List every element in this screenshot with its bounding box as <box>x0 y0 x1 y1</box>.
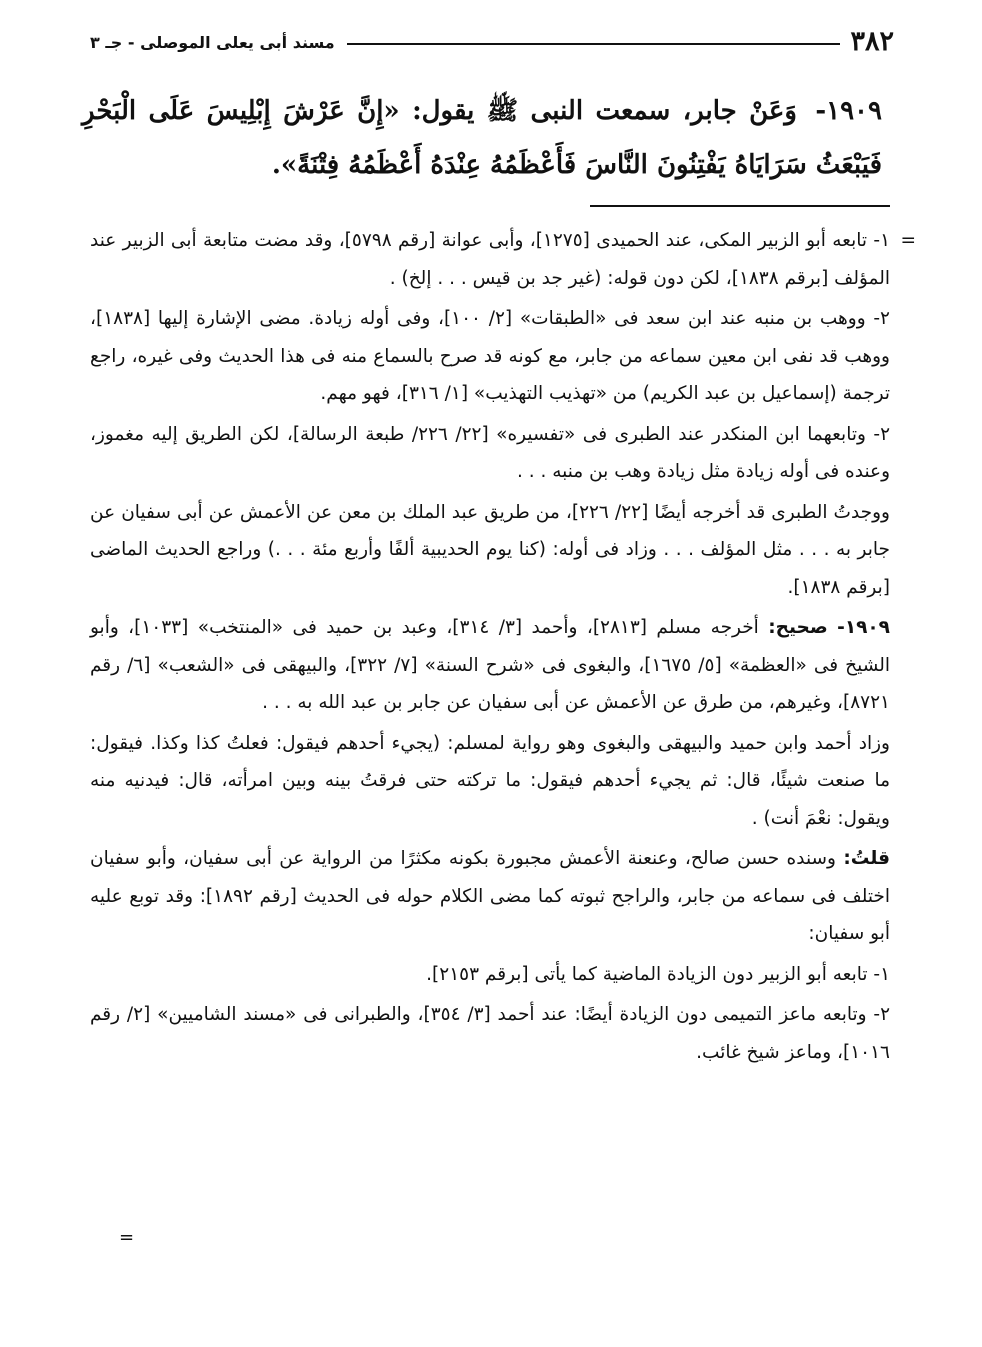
footnote-paragraph-8 <box>90 956 890 994</box>
hadith-body: وَعَنْ جابر، سمعت النبى ﷺ يقول: «إِنَّ عَرْشَ إِبْلِيسَ عَلَى الْبَحْرِ فَيَبْعَثُ سَرَايَاهُ يَفْتِنُونَ النَّاسَ فَأَعْظَمُهُ عِنْدَهُ أَعْظَمُهُ فِتْنَةً». <box>82 96 882 180</box>
footnote-text: أخرجه مسلم [٢٨١٣]، وأحمد [٣/ ٣١٤]، وعبد بن حميد فى «المنتخب» [١٠٣٣]، وأبو الشيخ فى «العظمة» [٥/ ١٦٧٥]، والبغوى فى «شرح السنة» [٧/ ٣٢٢]، والبيهقى فى «الشعب» [٦/ رقم ٨٧٢١]، وغيرهم، من طرق عن الأعمش عن أبى سفيان عن جابر بن عبد الله به . . . <box>90 617 890 713</box>
footnote-text: ١- تابعه أبو الزبير دون الزيادة الماضية كما يأتى [برقم ٢١٥٣]. <box>426 963 890 985</box>
continuation-mark: = <box>900 230 916 251</box>
footnote-text: ٢- ووهب بن منبه عند ابن سعد فى «الطبقات» [٢/ ١٠٠]، وفى أوله زيادة. مضى الإشارة إليها [١٨٣٨]، ووهب قد نفى ابن معين سماعه من جابر، مع كونه قد صرح بالسماع منه فى هذا الحديث وفى غيره، راجع ترجمة (إسماعيل بن عبد الكريم) من «تهذيب التهذيب» [١/ ٣١٦]، فهو مهم. <box>90 308 890 404</box>
hadith-text <box>82 84 882 192</box>
page-number: ٣٨٢ <box>840 22 894 62</box>
footnote-text: وزاد أحمد وابن حميد والبيهقى والبغوى وهو رواية لمسلم: (يجيء أحدهم فيقول: فعلتُ كذا وكذا. فيقول: ما صنعت شيئًا، قال: ثم يجيء أحدهم فيقول: ما تركته حتى فرقتُ بينه وبين امرأته، قال: فيدنيه منه ويقول: نعْمَ أنت) . <box>90 732 890 829</box>
hadith-number: ١٩٠٩- <box>815 96 882 126</box>
footnote-text: وسنده حسن صالح، وعنعنة الأعمش مجبورة بكونه مكثرًا من الرواية عن أبى سفيان، وأبو سفيان اختلف فى سماعه من جابر، والراجح ثبوته كما مضى الكلام حوله فى الحديث [رقم ١٨٩٢]: وقد توبع عليه أبو سفيان: <box>90 848 890 944</box>
grading-label: صحيح: <box>768 617 828 638</box>
footnote-paragraph-7 <box>90 840 890 953</box>
end-continuation-mark: = <box>119 1227 135 1248</box>
footnote-paragraph-3 <box>90 416 890 491</box>
book-title: مسند أبى يعلى الموصلى - جـ ٣ <box>88 26 347 60</box>
footnotes <box>90 222 916 1074</box>
footnote-paragraph-2 <box>90 300 890 413</box>
footnote-separator <box>590 205 890 207</box>
footnote-paragraph-4 <box>90 494 890 607</box>
footnote-text: ووجدتُ الطبرى قد أخرجه أيضًا [٢٢/ ٢٢٦]، من طريق عبد الملك بن معن عن الأعمش عن أبى سفيان عن جابر به . . . مثل المؤلف . . . وزاد فى أوله: (كنا يوم الحديبية ألفًا وأربع مئة . . .) وراجع الحديث الماضى [برقم ١٨٣٨]. <box>90 501 890 598</box>
footnote-paragraph-1 <box>90 222 916 297</box>
footnote-text: ١- تابعه أبو الزبير المكى، عند الحميدى [١٢٧٥]، وأبى عوانة [رقم ٥٧٩٨]، وقد مضت متابعة أبى الزبير عند المؤلف [برقم ١٨٣٨]، لكن دون قوله: (غير جد بن قيس . . . إلخ) . <box>90 230 890 289</box>
footnote-paragraph-5 <box>90 609 890 722</box>
author-comment-label: قلتُ: <box>843 848 890 869</box>
footnote-text: ٢- وتابعه ماعز التميمى دون الزيادة أيضًا: عند أحمد [٣/ ٣٥٤]، والطبرانى فى «مسند الشاميين» [٢/ رقم ١٠١٦]، وماعز شيخ غائب. <box>90 1004 891 1063</box>
footnote-hadith-number: ١٩٠٩- <box>837 617 890 638</box>
footnote-paragraph-6 <box>90 725 890 838</box>
page-header <box>88 22 894 62</box>
footnote-text: ٢- وتابعهما ابن المنكدر عند الطبرى فى «تفسيره» [٢٢/ ٢٢٦/ طبعة الرسالة]، لكن الطريق إليه مغموز، وعنده فى أوله زيادة مثل زيادة وهب بن منبه . . . <box>90 423 890 482</box>
footnote-paragraph-9 <box>90 996 890 1071</box>
